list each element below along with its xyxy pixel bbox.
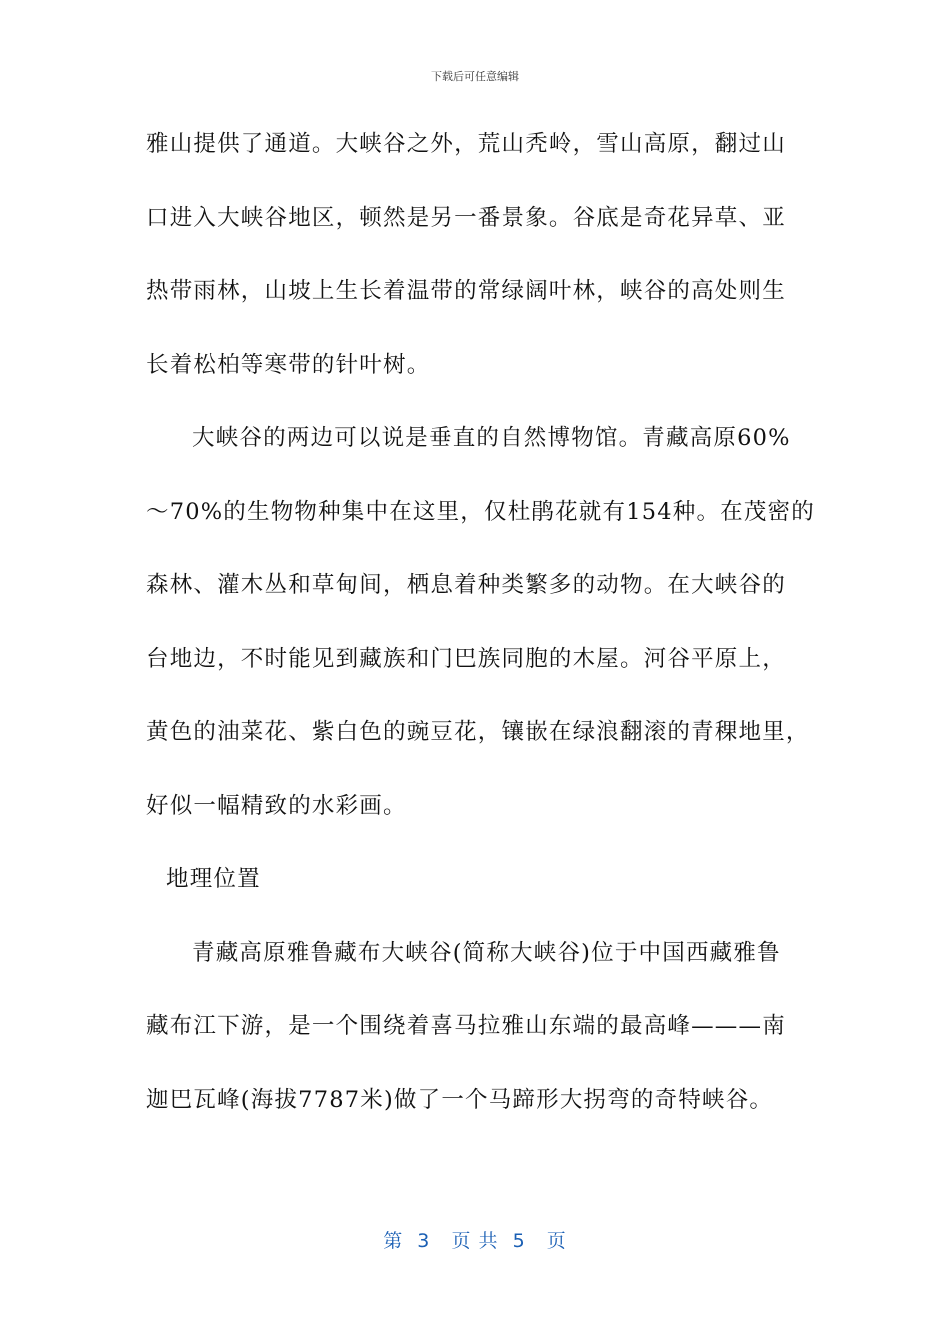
page-header-note: 下载后可任意编辑 xyxy=(431,70,519,83)
paragraph-line: 台地边，不时能见到藏族和门巴族同胞的木屋。河谷平原上， xyxy=(146,645,786,672)
paragraph-line: 黄色的油菜花、紫白色的豌豆花，镶嵌在绿浪翻滚的青稞地里， xyxy=(146,719,810,745)
paragraph-line: 森林、灌木丛和草甸间，栖息着种类繁多的动物。在大峡谷的 xyxy=(146,572,786,598)
paragraph-line: 长着松柏等寒带的针叶树。 xyxy=(146,351,431,378)
paragraph-line: 迦巴瓦峰(海拔7787米)做了一个马蹄形大拐弯的奇特峡谷。 xyxy=(146,1086,774,1113)
section-heading: 地理位置 xyxy=(166,866,261,892)
paragraph-line: 口进入大峡谷地区，顿然是另一番景象。谷底是奇花异草、亚 xyxy=(146,204,786,231)
paragraph-line: 热带雨林，山坡上生长着温带的常绿阔叶林，峡谷的高处则生 xyxy=(146,278,786,304)
paragraph-line: 大峡谷的两边可以说是垂直的自然博物馆。青藏高原60% xyxy=(192,425,791,451)
page-number-footer: 第 3 页 共 5 页 xyxy=(383,1230,567,1252)
paragraph-line: 好似一幅精致的水彩画。 xyxy=(146,792,407,819)
paragraph-line: ～70%的生物物种集中在这里，仅杜鹃花就有154种。在茂密的 xyxy=(146,498,815,525)
document-body xyxy=(146,108,815,1137)
paragraph-line: 雅山提供了通道。大峡谷之外，荒山秃岭，雪山高原，翻过山 xyxy=(146,131,786,157)
paragraph-line: 青藏高原雅鲁藏布大峡谷(简称大峡谷)位于中国西藏雅鲁 xyxy=(192,939,781,966)
paragraph-line: 藏布江下游，是一个围绕着喜马拉雅山东端的最高峰———南 xyxy=(146,1013,786,1039)
